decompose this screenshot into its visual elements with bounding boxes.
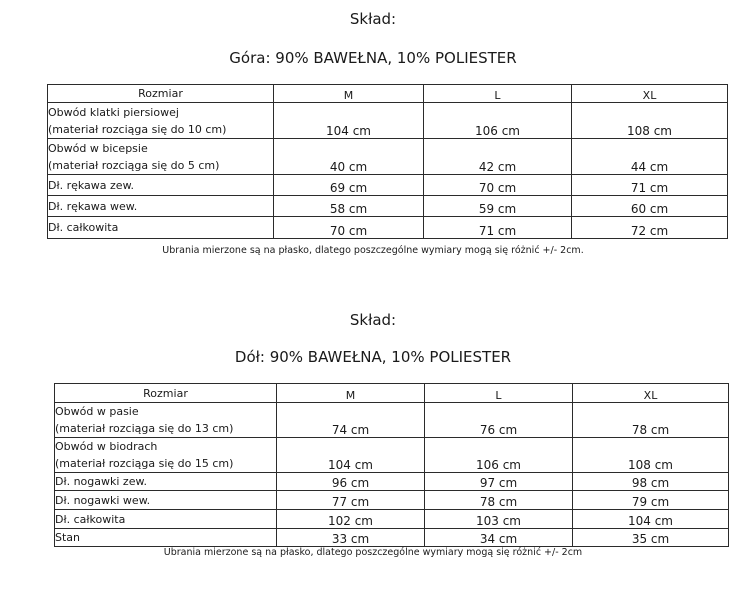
table-row	[48, 196, 728, 217]
row-label-leg-outer: Dł. nogawki zew.	[55, 473, 277, 491]
row-label-total-length: Dł. całkowita	[55, 510, 277, 529]
cell-value: 71 cm	[424, 217, 572, 239]
table-row	[55, 438, 729, 473]
cell-value: 70 cm	[424, 175, 572, 196]
row-label-leg-inner: Dł. nogawki wew.	[55, 491, 277, 510]
cell-value: 97 cm	[425, 473, 573, 491]
table-row	[48, 103, 728, 139]
top-size-table	[47, 84, 728, 239]
table-row	[55, 491, 729, 510]
top-section-heading: Skład:	[349, 10, 397, 28]
table-row	[55, 510, 729, 529]
table-header-row	[55, 384, 729, 403]
table-row	[48, 217, 728, 239]
table-row	[55, 473, 729, 491]
cell-value: 35 cm	[573, 529, 729, 547]
cell-value: 77 cm	[277, 491, 425, 510]
cell-value: 106 cm	[424, 103, 572, 139]
cell-value: 76 cm	[425, 403, 573, 438]
cell-value: 79 cm	[573, 491, 729, 510]
cell-value: 74 cm	[277, 403, 425, 438]
cell-value: 108 cm	[572, 103, 728, 139]
bottom-size-table	[54, 383, 729, 547]
cell-value: 102 cm	[277, 510, 425, 529]
cell-value: 60 cm	[572, 196, 728, 217]
row-label-total-length: Dł. całkowita	[48, 217, 274, 239]
column-header-xl: XL	[573, 384, 729, 403]
table-row	[55, 403, 729, 438]
column-header-size: Rozmiar	[55, 384, 277, 403]
table-header-row	[48, 85, 728, 103]
column-header-size: Rozmiar	[48, 85, 274, 103]
cell-value: 71 cm	[572, 175, 728, 196]
row-label-waist: Obwód w pasie (materiał rozciąga się do 13 cm)	[55, 403, 277, 438]
cell-value: 78 cm	[573, 403, 729, 438]
bottom-composition-title: Dół: 90% BAWEŁNA, 10% POLIESTER	[234, 348, 512, 366]
bottom-section-heading: Skład:	[349, 311, 397, 329]
cell-value: 34 cm	[425, 529, 573, 547]
cell-value: 78 cm	[425, 491, 573, 510]
cell-value: 72 cm	[572, 217, 728, 239]
cell-value: 33 cm	[277, 529, 425, 547]
column-header-l: L	[425, 384, 573, 403]
row-label-sleeve-inner: Dł. rękawa wew.	[48, 196, 274, 217]
table-row	[55, 529, 729, 547]
table-row	[48, 175, 728, 196]
column-header-l: L	[424, 85, 572, 103]
column-header-m: M	[274, 85, 424, 103]
cell-value: 59 cm	[424, 196, 572, 217]
row-label-chest: Obwód klatki piersiowej (materiał rozciąga się do 10 cm)	[48, 103, 274, 139]
cell-value: 104 cm	[277, 438, 425, 473]
measurement-note: Ubrania mierzone są na płasko, dlatego poszczególne wymiary mogą się różnić +/- 2cm	[163, 547, 583, 558]
cell-value: 58 cm	[274, 196, 424, 217]
top-composition-title: Góra: 90% BAWEŁNA, 10% POLIESTER	[229, 49, 517, 67]
measurement-note: Ubrania mierzone są na płasko, dlatego poszczególne wymiary mogą się różnić +/- 2cm.	[162, 245, 584, 256]
row-label-rise: Stan	[55, 529, 277, 547]
cell-value: 44 cm	[572, 139, 728, 175]
cell-value: 42 cm	[424, 139, 572, 175]
cell-value: 96 cm	[277, 473, 425, 491]
row-label-hips: Obwód w biodrach (materiał rozciąga się do 15 cm)	[55, 438, 277, 473]
cell-value: 98 cm	[573, 473, 729, 491]
column-header-xl: XL	[572, 85, 728, 103]
cell-value: 103 cm	[425, 510, 573, 529]
cell-value: 104 cm	[274, 103, 424, 139]
cell-value: 108 cm	[573, 438, 729, 473]
row-label-biceps: Obwód w bicepsie (materiał rozciąga się do 5 cm)	[48, 139, 274, 175]
column-header-m: M	[277, 384, 425, 403]
cell-value: 70 cm	[274, 217, 424, 239]
table-row	[48, 139, 728, 175]
cell-value: 104 cm	[573, 510, 729, 529]
cell-value: 69 cm	[274, 175, 424, 196]
cell-value: 40 cm	[274, 139, 424, 175]
cell-value: 106 cm	[425, 438, 573, 473]
row-label-sleeve-outer: Dł. rękawa zew.	[48, 175, 274, 196]
